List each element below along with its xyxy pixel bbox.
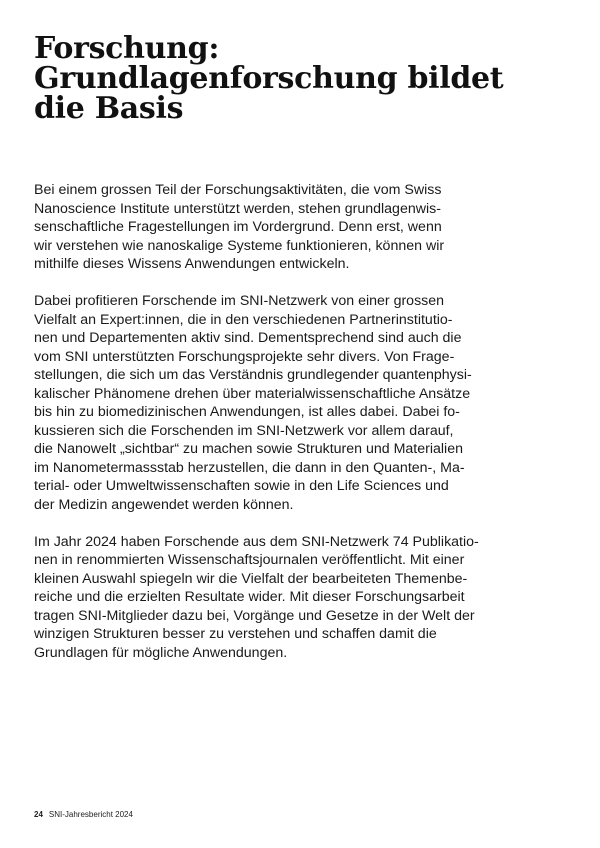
text-line: mithilfe dieses Wissens Anwendungen entwickeln. [34, 256, 350, 272]
text-line: Bei einem grossen Teil der Forschungsaktivitäten, die vom Swiss [34, 182, 442, 198]
text-line: im Nanometermassstab herzustellen, die dann in den Quanten-, Ma- [34, 459, 465, 476]
text-line: bis hin zu biomedizinischen Anwendungen, ist alles dabei. Dabei fo- [34, 404, 460, 420]
paragraph-intro [34, 181, 494, 274]
page-title-line: die Basis [34, 91, 184, 126]
text-line: nen in renommierten Wissenschaftsjournalen veröffentlicht. Mit einer [34, 552, 465, 568]
text-line: Dabei profitieren Forschende im SNI-Netzwerk von einer grossen [34, 293, 445, 309]
text-line: wir verstehen wie nanoskalige Systeme funktionieren, können wir [34, 237, 445, 254]
body-text [34, 181, 494, 681]
page-title-line: Grundlagenforschung bildet [34, 61, 504, 96]
text-line: terial- oder Umweltwissenschaften sowie in den Life Sciences und [34, 478, 449, 494]
page-number: 24 [34, 810, 43, 819]
paragraph-network [34, 292, 494, 514]
text-line: vom SNI unterstützten Forschungsprojekte sehr divers. Von Frage- [34, 348, 455, 365]
paragraph-publications [34, 533, 494, 663]
text-line: reiche und die erzielten Resultate wider. Mit dieser Forschungsarbeit [34, 589, 465, 605]
text-line: Nanoscience Institute unterstützt werden, stehen grundlagenwis- [34, 200, 441, 217]
text-line: stellungen, die sich um das Verständnis grundlegender quantenphysi- [34, 367, 472, 383]
text-line: der Medizin angewendet werden können. [34, 496, 294, 513]
text-line: senschaftliche Fragestellungen im Vordergrund. Denn erst, wenn [34, 219, 442, 235]
text-line: die Nanowelt „sichtbar“ zu machen sowie Strukturen und Materialien [34, 441, 463, 457]
text-line: Grundlagen für mögliche Anwendungen. [34, 644, 288, 661]
text-line: tragen SNI-Mitglieder dazu bei, Vorgänge und Gesetze in der Welt der [34, 607, 475, 624]
publication-name: SNI-Jahresbericht 2024 [48, 810, 133, 819]
page-footer [34, 810, 133, 819]
text-line: kalischer Phänomene drehen über materialwissenschaftliche Ansätze [34, 385, 471, 402]
page-title-line: Forschung: [34, 31, 220, 66]
page-title [34, 31, 574, 126]
text-line: winzigen Strukturen besser zu verstehen und schaffen damit die [34, 626, 437, 642]
text-line: kussieren sich die Forschenden im SNI-Netzwerk vor allem darauf, [34, 422, 454, 439]
text-line: nen und Departementen aktiv sind. Dementsprechend sind auch die [34, 330, 462, 346]
text-line: Vielfalt an Expert:innen, die in den verschiedenen Partnerinstitutio- [34, 311, 453, 328]
text-line: Im Jahr 2024 haben Forschende aus dem SNI-Netzwerk 74 Publikatio- [34, 533, 479, 550]
text-line: kleinen Auswahl spiegeln wir die Vielfalt der bearbeiteten Themenbe- [34, 570, 468, 587]
